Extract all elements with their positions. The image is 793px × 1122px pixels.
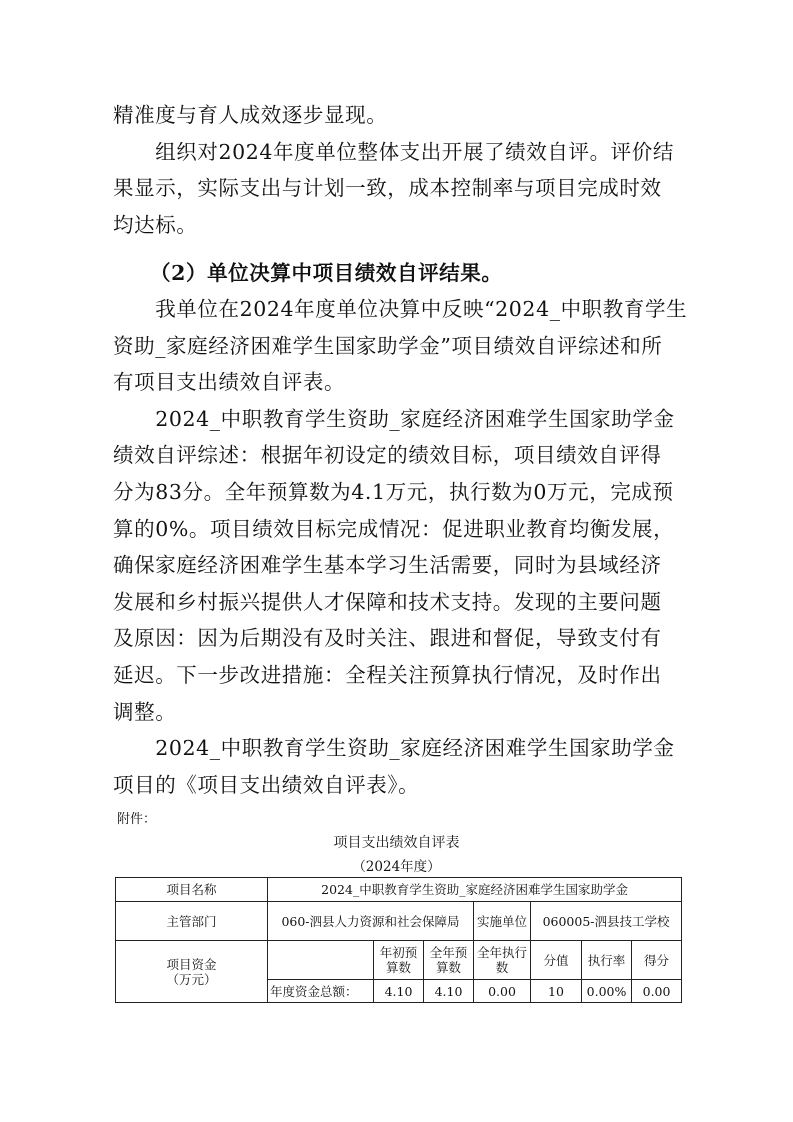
value-cell: 0.00 — [474, 980, 531, 1003]
value-cell: 4.10 — [374, 980, 424, 1003]
header-cell: 全年执行数 — [474, 941, 531, 980]
table-title: 项目支出绩效自评表 — [333, 835, 460, 851]
text-line: 组织对2024年度单位整体支出开展了绩效自评。评价结 — [113, 139, 674, 164]
dept-label: 主管部门 — [116, 902, 268, 941]
self-evaluation-table — [115, 877, 682, 1003]
section-heading: （2）单位决算中项目绩效自评结果。 — [150, 261, 503, 285]
body-paragraph-2 — [113, 291, 688, 803]
project-name-value: 2024_中职教育学生资助_家庭经济困难学生国家助学金 — [268, 878, 682, 902]
text-line: 及原因：因为后期没有及时关注、跟进和督促，导致支付有 — [113, 626, 662, 651]
header-cell: 分值 — [531, 941, 582, 980]
impl-value: 060005-泗县技工学校 — [531, 902, 682, 941]
text-line: 2024_中职教育学生资助_家庭经济困难学生国家助学金 — [113, 736, 675, 761]
value-cell: 0.00 — [632, 980, 682, 1003]
text-line: 2024_中职教育学生资助_家庭经济困难学生国家助学金 — [113, 406, 675, 431]
header-cell: 年初预算数 — [374, 941, 424, 980]
text-line: 精准度与育人成效逐步显现。 — [113, 103, 388, 127]
text-line: 绩效自评综述：根据年初设定的绩效目标，项目绩效自评得 — [113, 443, 662, 468]
text-line: 算的0%。项目绩效目标完成情况：促进职业教育均衡发展， — [113, 516, 675, 541]
value-cell: 4.10 — [424, 980, 474, 1003]
value-cell: 10 — [531, 980, 582, 1003]
project-name-label: 项目名称 — [116, 878, 268, 902]
text-line: 延迟。下一步改进措施：全程关注预算执行情况，及时作出 — [113, 662, 662, 687]
table-year: （2024年度） — [352, 859, 441, 875]
text-line: 果显示，实际支出与计划一致，成本控制率与项目完成时效 — [113, 176, 662, 201]
funds-label: 项目资金 （万元） — [116, 941, 268, 1003]
header-cell: 全年预算数 — [424, 941, 474, 980]
attachment-label: 附件： — [117, 812, 157, 827]
impl-label: 实施单位 — [474, 902, 531, 941]
table-row — [116, 941, 682, 980]
table-row — [116, 878, 682, 902]
body-paragraph-1 — [113, 97, 688, 243]
empty-cell — [268, 941, 374, 980]
text-line: 我单位在2024年度单位决算中反映“2024_中职教育学生 — [113, 297, 688, 321]
row-label: 年度资金总额： — [268, 980, 374, 1003]
text-line: 发展和乡村振兴提供人才保障和技术支持。发现的主要问题 — [113, 589, 662, 614]
header-cell: 得分 — [632, 941, 682, 980]
text-line: 分为83分。全年预算数为4.1万元，执行数为0万元，完成预 — [113, 479, 674, 504]
text-line: 调整。 — [113, 699, 177, 724]
header-cell: 执行率 — [582, 941, 632, 980]
text-line: 确保家庭经济困难学生基本学习生活需要，同时为县域经济 — [113, 553, 662, 578]
text-line: 均达标。 — [113, 212, 198, 237]
text-line: 项目的《项目支出绩效自评表》。 — [113, 772, 420, 797]
value-cell: 0.00% — [582, 980, 632, 1003]
table-row — [116, 902, 682, 941]
text-line: 资助_家庭经济困难学生国家助学金”项目绩效自评综述和所 — [113, 333, 663, 358]
text-line: 有项目支出绩效自评表。 — [113, 370, 346, 395]
dept-value: 060-泗县人力资源和社会保障局 — [268, 902, 474, 941]
